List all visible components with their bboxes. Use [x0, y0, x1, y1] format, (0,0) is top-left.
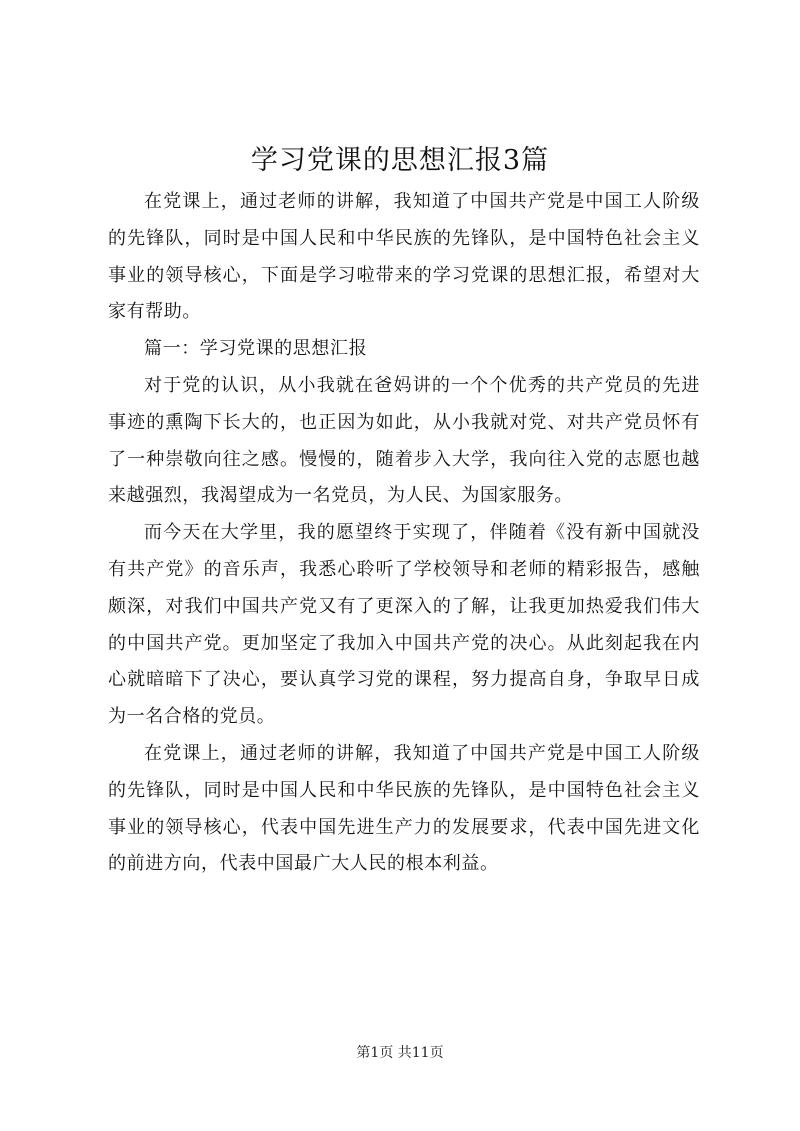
paragraph: 而今天在大学里，我的愿望终于实现了，伴随着《没有新中国就没有共产党》的音乐声，我悉心聆听了学校领导和老师的精彩报告，感触颇深，对我们中国共产党又有了更深入的了解，让我更加热爱我们伟大的中国共产党。更加坚定了我加入中国共产党的决心。从此刻起我在内心就暗暗下了决心，要认真学习党的课程，努力提高自身，争取早日成为一名合格的党员。	[108, 522, 700, 728]
page-footer: 第1页 共11页	[356, 1045, 444, 1061]
document-body	[108, 184, 700, 883]
paragraph: 在党课上，通过老师的讲解，我知道了中国共产党是中国工人阶级的先锋队，同时是中国人民和中华民族的先锋队，是中国特色社会主义事业的领导核心，代表中国先进生产力的发展要求，代表中国先进文化的前进方向，代表中国最广大人民的根本利益。	[108, 742, 700, 875]
paragraph: 对于党的认识，从小我就在爸妈讲的一个个优秀的共产党员的先进事迹的熏陶下长大的，也正因为如此，从小我就对党、对共产党员怀有了一种崇敬向往之感。慢慢的，随着步入大学，我向往入党的志愿也越来越强烈，我渴望成为一名党员，为人民、为国家服务。	[108, 374, 700, 507]
section-heading: 篇一：学习党课的思想汇报	[144, 338, 368, 360]
paragraph-intro: 在党课上，通过老师的讲解，我知道了中国共产党是中国工人阶级的先锋队，同时是中国人民和中华民族的先锋队，是中国特色社会主义事业的领导核心，下面是学习啦带来的学习党课的思想汇报，希望对大家有帮助。	[108, 191, 700, 323]
document-title: 学习党课的思想汇报3篇	[250, 145, 550, 176]
